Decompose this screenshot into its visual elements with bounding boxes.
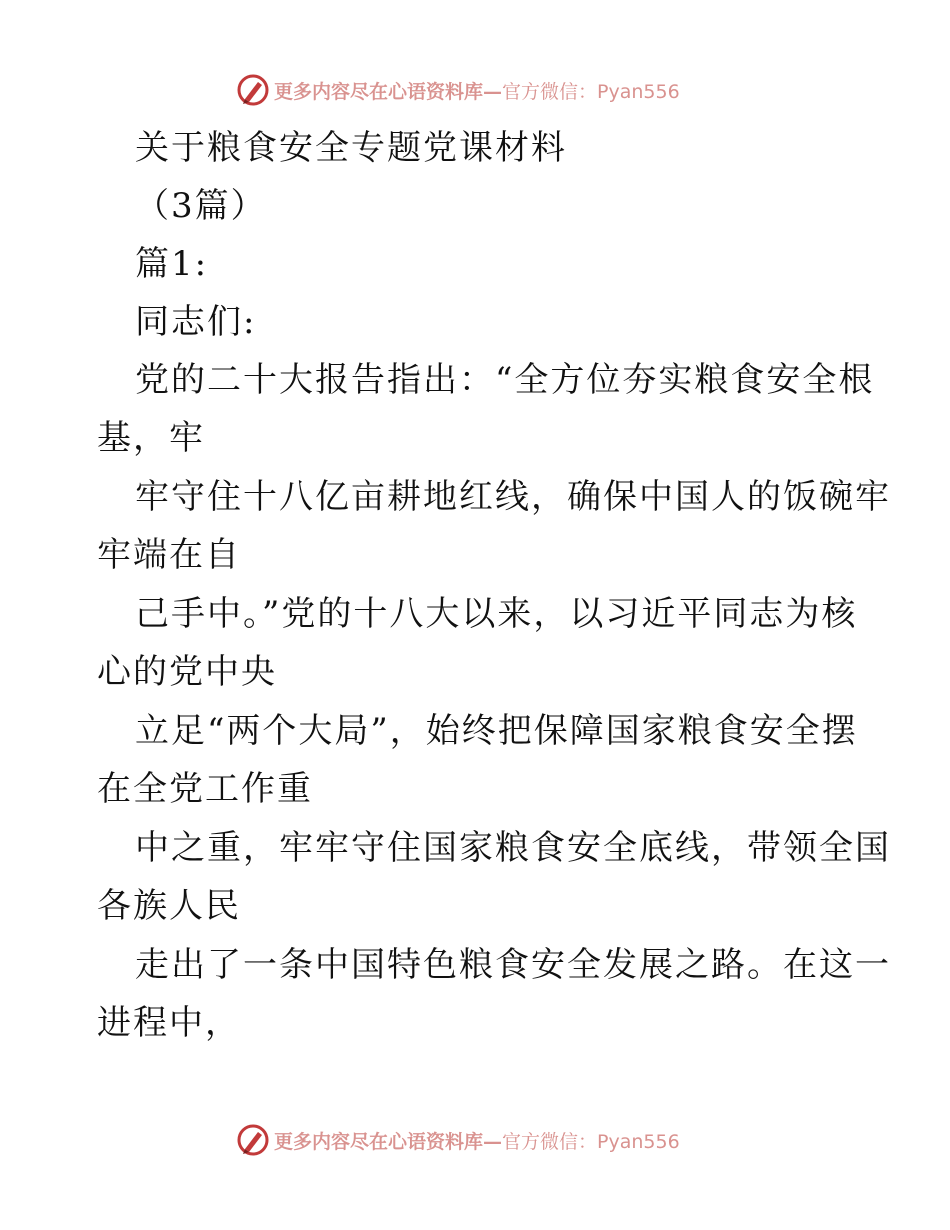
watermark-contact: 官方微信：Pyan556 <box>502 80 680 103</box>
footer-watermark <box>236 1122 680 1158</box>
body-line: 进程中， <box>97 1003 241 1043</box>
body-line: 各族人民 <box>97 886 241 926</box>
pen-logo-icon <box>236 1123 270 1157</box>
document-subtitle: （3篇） <box>135 186 267 226</box>
body-line: 基，牢 <box>97 418 205 458</box>
body-line: 牢守住十八亿亩耕地红线，确保中国人的饭碗牢 <box>135 477 891 517</box>
header-watermark <box>236 72 680 108</box>
watermark-text: 更多内容尽在心语资料库— <box>274 1130 503 1153</box>
section-heading: 篇1: <box>135 244 209 284</box>
document-title: 关于粮食安全专题党课材料 <box>135 128 567 168</box>
body-line: 牢端在自 <box>97 535 241 575</box>
body-line: 立足“两个大局”，始终把保障国家粮食安全摆 <box>135 711 858 751</box>
watermark-contact: 官方微信：Pyan556 <box>502 1130 680 1153</box>
body-line: 己手中。”党的十八大以来，以习近平同志为核 <box>135 594 858 634</box>
body-line: 在全党工作重 <box>97 769 313 809</box>
salutation: 同志们: <box>135 302 257 342</box>
watermark-text: 更多内容尽在心语资料库— <box>274 80 503 103</box>
body-line: 心的党中央 <box>97 652 277 692</box>
pen-logo-icon <box>236 73 270 107</box>
body-line: 中之重，牢牢守住国家粮食安全底线，带领全国 <box>135 828 891 868</box>
body-line: 党的二十大报告指出：“全方位夯实粮食安全根 <box>135 360 875 400</box>
body-line: 走出了一条中国特色粮食安全发展之路。在这一 <box>135 945 891 985</box>
